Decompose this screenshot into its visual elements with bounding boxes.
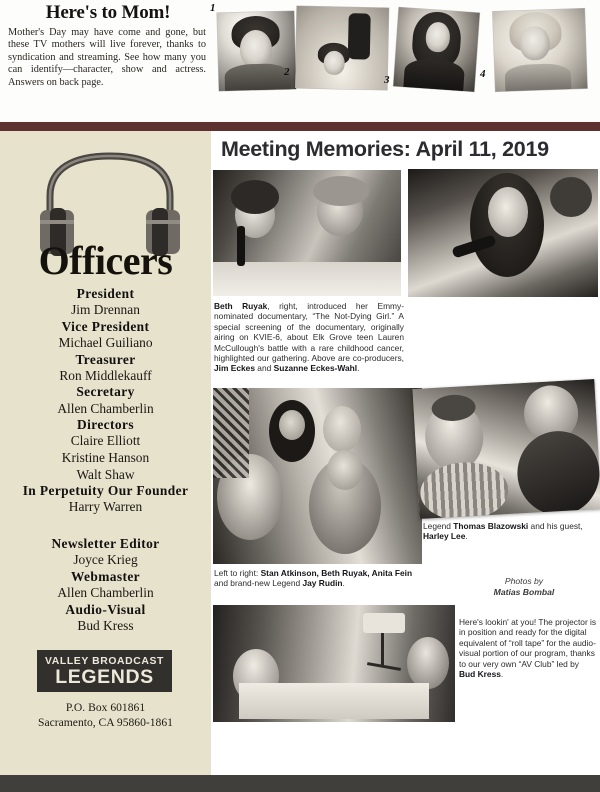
caption-beth-ruyak [214,301,404,374]
top-article-section [0,0,600,122]
photo-number-4: 4 [480,68,486,80]
photo-number-1: 1 [210,2,216,14]
roster-name: Claire Elliott [70,433,141,449]
roster-name: Michael Guiliano [58,335,153,350]
photo-credit-label: Photos by [504,576,544,586]
meeting-memories-section [211,131,600,775]
roster-entry [0,384,211,417]
roster-name: Allen Chamberlin [57,585,154,600]
photo-credit [459,576,589,598]
caption-group-photo [214,568,414,589]
tv-mom-photo-4 [493,8,588,91]
roster-entry [0,602,211,635]
roster-entry [0,286,211,319]
tv-moms-photo-strip [210,0,600,122]
address-line-1: P.O. Box 601861 [65,701,146,714]
caption-text: Legend Thomas Blazowski and his guest, Harley Lee. [423,521,583,542]
roster-name: Walt Shaw [76,466,135,482]
meeting-memories-headline: Meeting Memories: April 11, 2019 [221,137,549,161]
photo-group-conversation [213,388,422,564]
caption-blazowski [423,521,598,542]
address-line-2: Sacramento, CA 95860-1861 [38,716,173,729]
photo-eckes-producers [213,170,401,296]
page-bottom-shadow [0,775,600,792]
roster-name: Ron Middlekauff [59,367,152,383]
caption-text: Here's lookin' at you! The projector is in position and ready for the digital equivalent of “roll tape” for the audio-visual portion of our program, thanks to our very own “AV Club” led by Bud Kress. [459,617,597,680]
officers-roster-secondary [0,536,211,634]
roster-name: Harry Warren [68,499,143,515]
roster-name: Jim Drennan [71,302,140,318]
valley-broadcast-legends-logo [37,650,172,692]
caption-text: Left to right: Stan Atkinson, Beth Ruyak, Anita Fein and brand-new Legend Jay Rudin. [214,568,413,589]
roster-role: Treasurer [75,351,136,367]
roster-role: Newsletter Editor [51,536,160,551]
roster-entry [0,319,211,352]
roster-entry [0,352,211,385]
roster-entry [0,483,211,516]
roster-name: Joyce Krieg [73,552,138,568]
roster-role: President [76,286,135,301]
roster-name: Bud Kress [77,617,134,633]
roster-name: Kristine Hanson [61,449,150,465]
tv-mom-photo-3 [393,7,479,91]
photo-beth-ruyak [408,169,598,297]
mailing-address [0,700,211,730]
logo-line-1: VALLEY BROADCAST [45,655,164,667]
tv-mom-photo-1 [217,11,296,91]
photo-number-2: 2 [284,66,290,78]
roster-entry [0,536,211,569]
roster-role: In Perpetuity Our Founder [22,483,189,499]
roster-name: Allen Chamberlin [57,400,154,416]
tv-mom-photo-2 [295,6,389,90]
roster-role: Secretary [76,384,135,400]
caption-text: Beth Ruyak, right, introduced her Emmy-nominated documentary, “The Not-Dying Girl.” A special screening of the documentary, originally airing on KVIE-6, about Elk Grove teen Lauren McCullough's battle with a rare childhood cancer, highlighted our gathering. Above are co-producers, Jim Eckes and Suzanne Eckes-Wahl. [214,301,404,374]
photo-number-3: 3 [384,74,390,86]
roster-entry [0,417,211,450]
roster-role: Audio-Visual [65,601,146,617]
top-article-body: Mother's Day may have come and gone, but these TV mothers will live forever, thanks to syndication and streaming. See how many you can identify—character, show and actress. Answers on back page. [8,27,206,88]
officers-heading: Officers [38,238,173,283]
photo-blazowski-guest [413,379,600,519]
logo-line-2: LEGENDS [55,665,154,688]
roster-role: Webmaster [70,568,141,584]
roster-entry [0,569,211,602]
roster-role: Vice President [61,318,150,334]
photo-av-club-meeting [213,605,455,722]
caption-av-club [459,617,597,679]
officers-roster [0,286,211,516]
photo-credit-name: Matias Bombal [493,587,555,597]
top-article-title: Here's to Mom! [45,2,171,23]
roster-role: Directors [77,417,134,433]
section-divider-bar [0,122,600,131]
